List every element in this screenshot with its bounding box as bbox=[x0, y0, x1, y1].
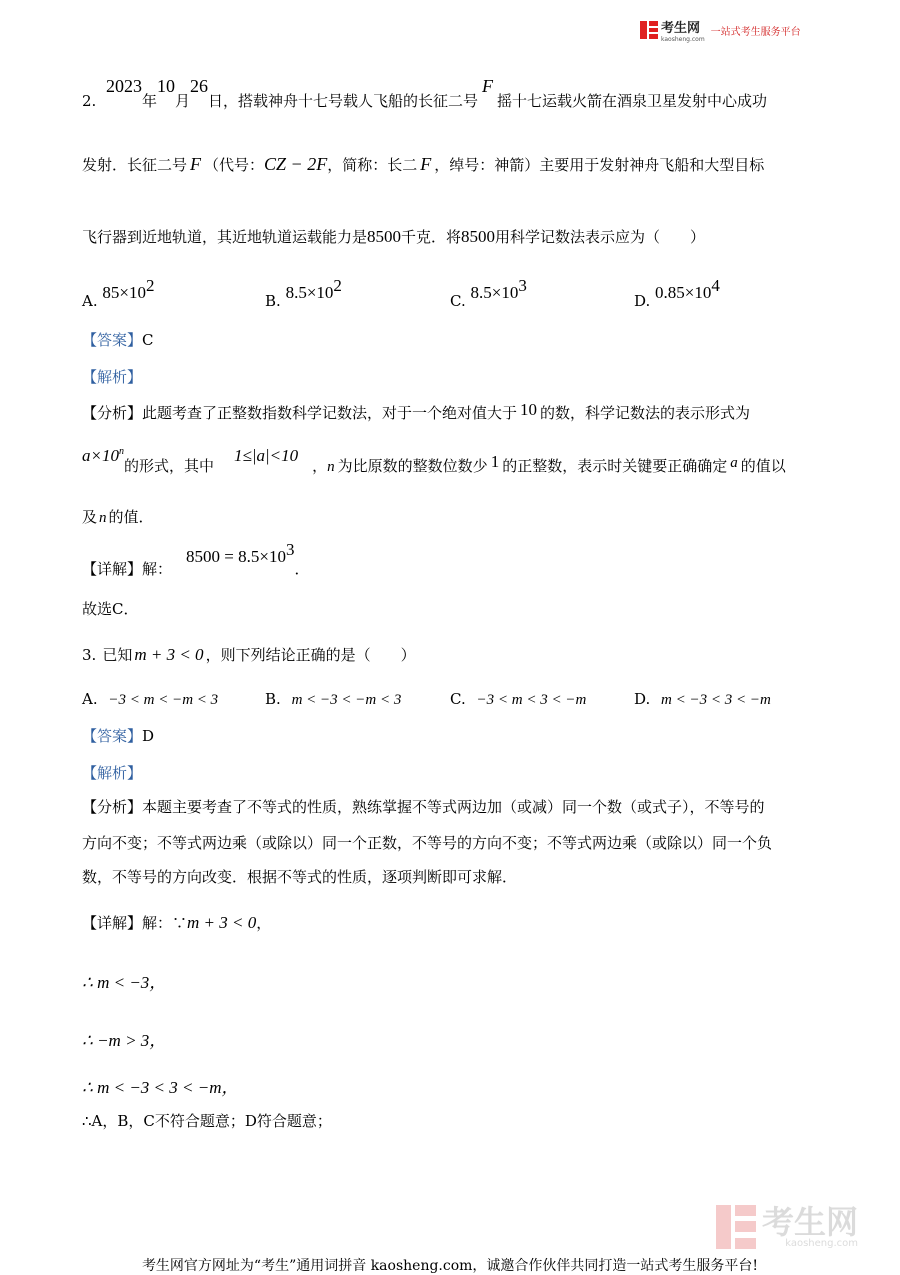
fenxi-2b: ， bbox=[312, 457, 328, 475]
option-expr: 8.5×10 bbox=[285, 283, 334, 302]
q2-line1 bbox=[82, 76, 767, 111]
q2-line1-text: 日，搭载神舟十七号载人飞船的长征二号 bbox=[208, 92, 479, 110]
fenxi-text: 本题主要考查了不等式的性质，熟练掌握不等式两边加（或减）同一个数（或式子），不等号的 bbox=[142, 798, 765, 816]
q3-fenxi-line1 bbox=[82, 796, 765, 817]
watermark-sub: kaosheng.com bbox=[785, 1237, 859, 1249]
answer-value: D bbox=[142, 727, 155, 745]
eq-expr: 8500 = 8.5×10 bbox=[186, 547, 286, 566]
q2-line2-c: ，简称：长二 bbox=[327, 156, 418, 174]
q3-step4: ∴A，B，C不符合题意；D符合题意； bbox=[82, 1112, 332, 1130]
option-exp: 4 bbox=[711, 276, 720, 295]
option-label: D. bbox=[634, 690, 651, 708]
watermark bbox=[716, 1202, 859, 1249]
q3-fenxi-line3: 数，不等号的方向改变．根据不等式的性质，逐项判断即可求解． bbox=[82, 868, 518, 886]
q3-cond: m + 3 < 0 bbox=[134, 645, 204, 664]
q2-F-2: F bbox=[190, 154, 202, 174]
q2-xiangjie bbox=[82, 540, 309, 579]
option-expr: −3 < m < −m < 3 bbox=[108, 692, 219, 708]
n-var-2: n bbox=[99, 510, 107, 526]
q2-option-a bbox=[82, 276, 154, 310]
q2-jiexi-tag: 【解析】 bbox=[82, 368, 143, 386]
q3-number: 3. bbox=[82, 646, 97, 664]
q2-fenxi-line3 bbox=[82, 506, 154, 527]
xiangjie-a: 解： bbox=[142, 560, 173, 578]
step0-expr: m + 3 < 0 bbox=[187, 913, 257, 932]
q2-day: 26 bbox=[190, 76, 209, 96]
option-expr: 8.5×10 bbox=[470, 283, 519, 302]
option-label: C. bbox=[450, 690, 466, 708]
option-label: B. bbox=[265, 292, 281, 310]
q2-line2-d: ，绰号：神箭）主要用于发射神舟飞船和大型目标 bbox=[434, 156, 765, 174]
q3-answer bbox=[82, 725, 154, 746]
xiangjie-tag: 【详解】 bbox=[82, 560, 143, 578]
q2-year: 2023 bbox=[106, 76, 142, 96]
eq-exp: 3 bbox=[285, 540, 295, 559]
q2-fenxi-line2 bbox=[82, 446, 786, 476]
q3-jiexi-tag: 【解析】 bbox=[82, 764, 143, 782]
a-sci: a×10 bbox=[82, 446, 119, 465]
option-label: D. bbox=[634, 292, 651, 310]
q2-option-d bbox=[634, 276, 720, 310]
q2-line2-b: （代号： bbox=[204, 156, 265, 174]
q3-xiangjie bbox=[82, 912, 271, 933]
fenxi-tag: 【分析】 bbox=[82, 404, 143, 422]
num-one: 1 bbox=[490, 452, 500, 471]
fenxi-3b: 的值． bbox=[108, 508, 154, 526]
q3-step3: ∴ m < −3 < 3 < −m， bbox=[82, 1078, 239, 1097]
xiangjie-a: 解：∵ bbox=[142, 914, 188, 932]
answer-tag: 【答案】 bbox=[82, 727, 143, 745]
footer-text: 考生网官方网址为“考生”通用词拼音 kaosheng.com，诚邀合作伙伴共同打造一站式考生服务平台! bbox=[141, 1258, 759, 1274]
q2-number: 2. bbox=[82, 92, 97, 110]
q3-fenxi-line2: 方向不变；不等式两边乘（或除以）同一个正数，不等号的方向不变；不等式两边乘（或除以）同一个负 bbox=[82, 834, 773, 852]
q2-yue: 月 bbox=[175, 92, 191, 110]
q3-option-d bbox=[634, 690, 771, 709]
q2-8500-b: 8500 bbox=[461, 227, 496, 246]
logo-sub: kaosheng.com bbox=[661, 35, 705, 43]
q2-conclusion: 故选C． bbox=[82, 600, 139, 618]
q2-line2-a: 发射．长征二号 bbox=[82, 156, 188, 174]
q3-stem-b: ，则下列结论正确的是（ ） bbox=[205, 646, 416, 664]
option-exp: 2 bbox=[145, 276, 155, 295]
option-expr: 85×10 bbox=[102, 283, 146, 302]
q2-month: 10 bbox=[157, 76, 176, 96]
fenxi-2e: 的值以 bbox=[740, 457, 786, 475]
q2-answer bbox=[82, 329, 154, 350]
q2-option-c bbox=[450, 276, 527, 310]
q2-line2 bbox=[82, 154, 764, 175]
q2-option-b bbox=[265, 276, 342, 310]
q2-fenxi-line1 bbox=[82, 400, 750, 423]
option-label: C. bbox=[450, 292, 466, 310]
q2-nian: 年 bbox=[142, 92, 158, 110]
answer-value: C bbox=[142, 331, 154, 349]
fenxi-2d: 的正整数，表示时关键要正确确定 bbox=[502, 457, 728, 475]
range-expr: 1≤|a|<10 bbox=[234, 446, 299, 465]
header-logo bbox=[640, 18, 801, 42]
eq-end: ． bbox=[294, 560, 310, 578]
fenxi-text: 此题考查了正整数指数科学记数法，对于一个绝对值大于 bbox=[142, 404, 518, 422]
xiangjie-tag: 【详解】 bbox=[82, 914, 143, 932]
a-sci-exp: n bbox=[118, 446, 124, 457]
option-expr: −3 < m < 3 < −m bbox=[476, 692, 587, 708]
q3-option-b bbox=[265, 690, 401, 709]
option-label: A. bbox=[82, 292, 98, 310]
watermark-text: 考生网 bbox=[762, 1202, 859, 1241]
q3-stem-a: 已知 bbox=[102, 646, 133, 664]
option-label: A. bbox=[82, 690, 98, 708]
q2-line3 bbox=[82, 226, 705, 247]
q2-8500-a: 8500 bbox=[367, 227, 402, 246]
fenxi-text-b: 的数，科学记数法的表示形式为 bbox=[540, 404, 751, 422]
q2-F-3: F bbox=[420, 154, 432, 174]
q3-option-a bbox=[82, 690, 218, 709]
q2-line3-a: 飞行器到近地轨道，其近地轨道运载能力是 bbox=[82, 228, 368, 246]
fenxi-2c: 为比原数的整数位数少 bbox=[337, 457, 488, 475]
n-var: n bbox=[327, 459, 335, 475]
fenxi-2a: 的形式，其中 bbox=[123, 457, 214, 475]
q2-line1-end: 摇十七运载火箭在酒泉卫星发射中心成功 bbox=[497, 92, 768, 110]
fenxi-tag: 【分析】 bbox=[82, 798, 143, 816]
option-exp: 2 bbox=[333, 276, 342, 295]
q2-code: CZ − 2F bbox=[264, 154, 328, 174]
option-expr: 0.85×10 bbox=[655, 283, 712, 302]
q3-step2: ∴ −m > 3， bbox=[82, 1031, 167, 1050]
q3-step1: ∴ m < −3， bbox=[82, 973, 167, 992]
a-var: a bbox=[730, 455, 738, 471]
option-expr: m < −3 < −m < 3 bbox=[291, 692, 402, 708]
kaosheng-logo-icon bbox=[640, 21, 658, 39]
option-label: B. bbox=[265, 690, 281, 708]
logo-slogan: 一站式考生服务平台 bbox=[710, 26, 801, 38]
q2-F: F bbox=[482, 76, 494, 96]
answer-tag: 【答案】 bbox=[82, 331, 143, 349]
step0-end: ， bbox=[256, 914, 272, 932]
option-exp: 3 bbox=[518, 276, 527, 295]
option-expr: m < −3 < 3 < −m bbox=[661, 692, 771, 708]
q3-stem bbox=[82, 644, 416, 665]
watermark-logo-icon bbox=[716, 1205, 756, 1249]
q2-line3-b: 千克．将 bbox=[401, 228, 462, 246]
q2-line3-c: 用科学记数法表示应为（ ） bbox=[495, 228, 706, 246]
logo-text: 考生网 bbox=[661, 20, 701, 36]
fenxi-3a: 及 bbox=[82, 508, 98, 526]
num-ten: 10 bbox=[520, 400, 538, 419]
q3-option-c bbox=[450, 690, 586, 709]
